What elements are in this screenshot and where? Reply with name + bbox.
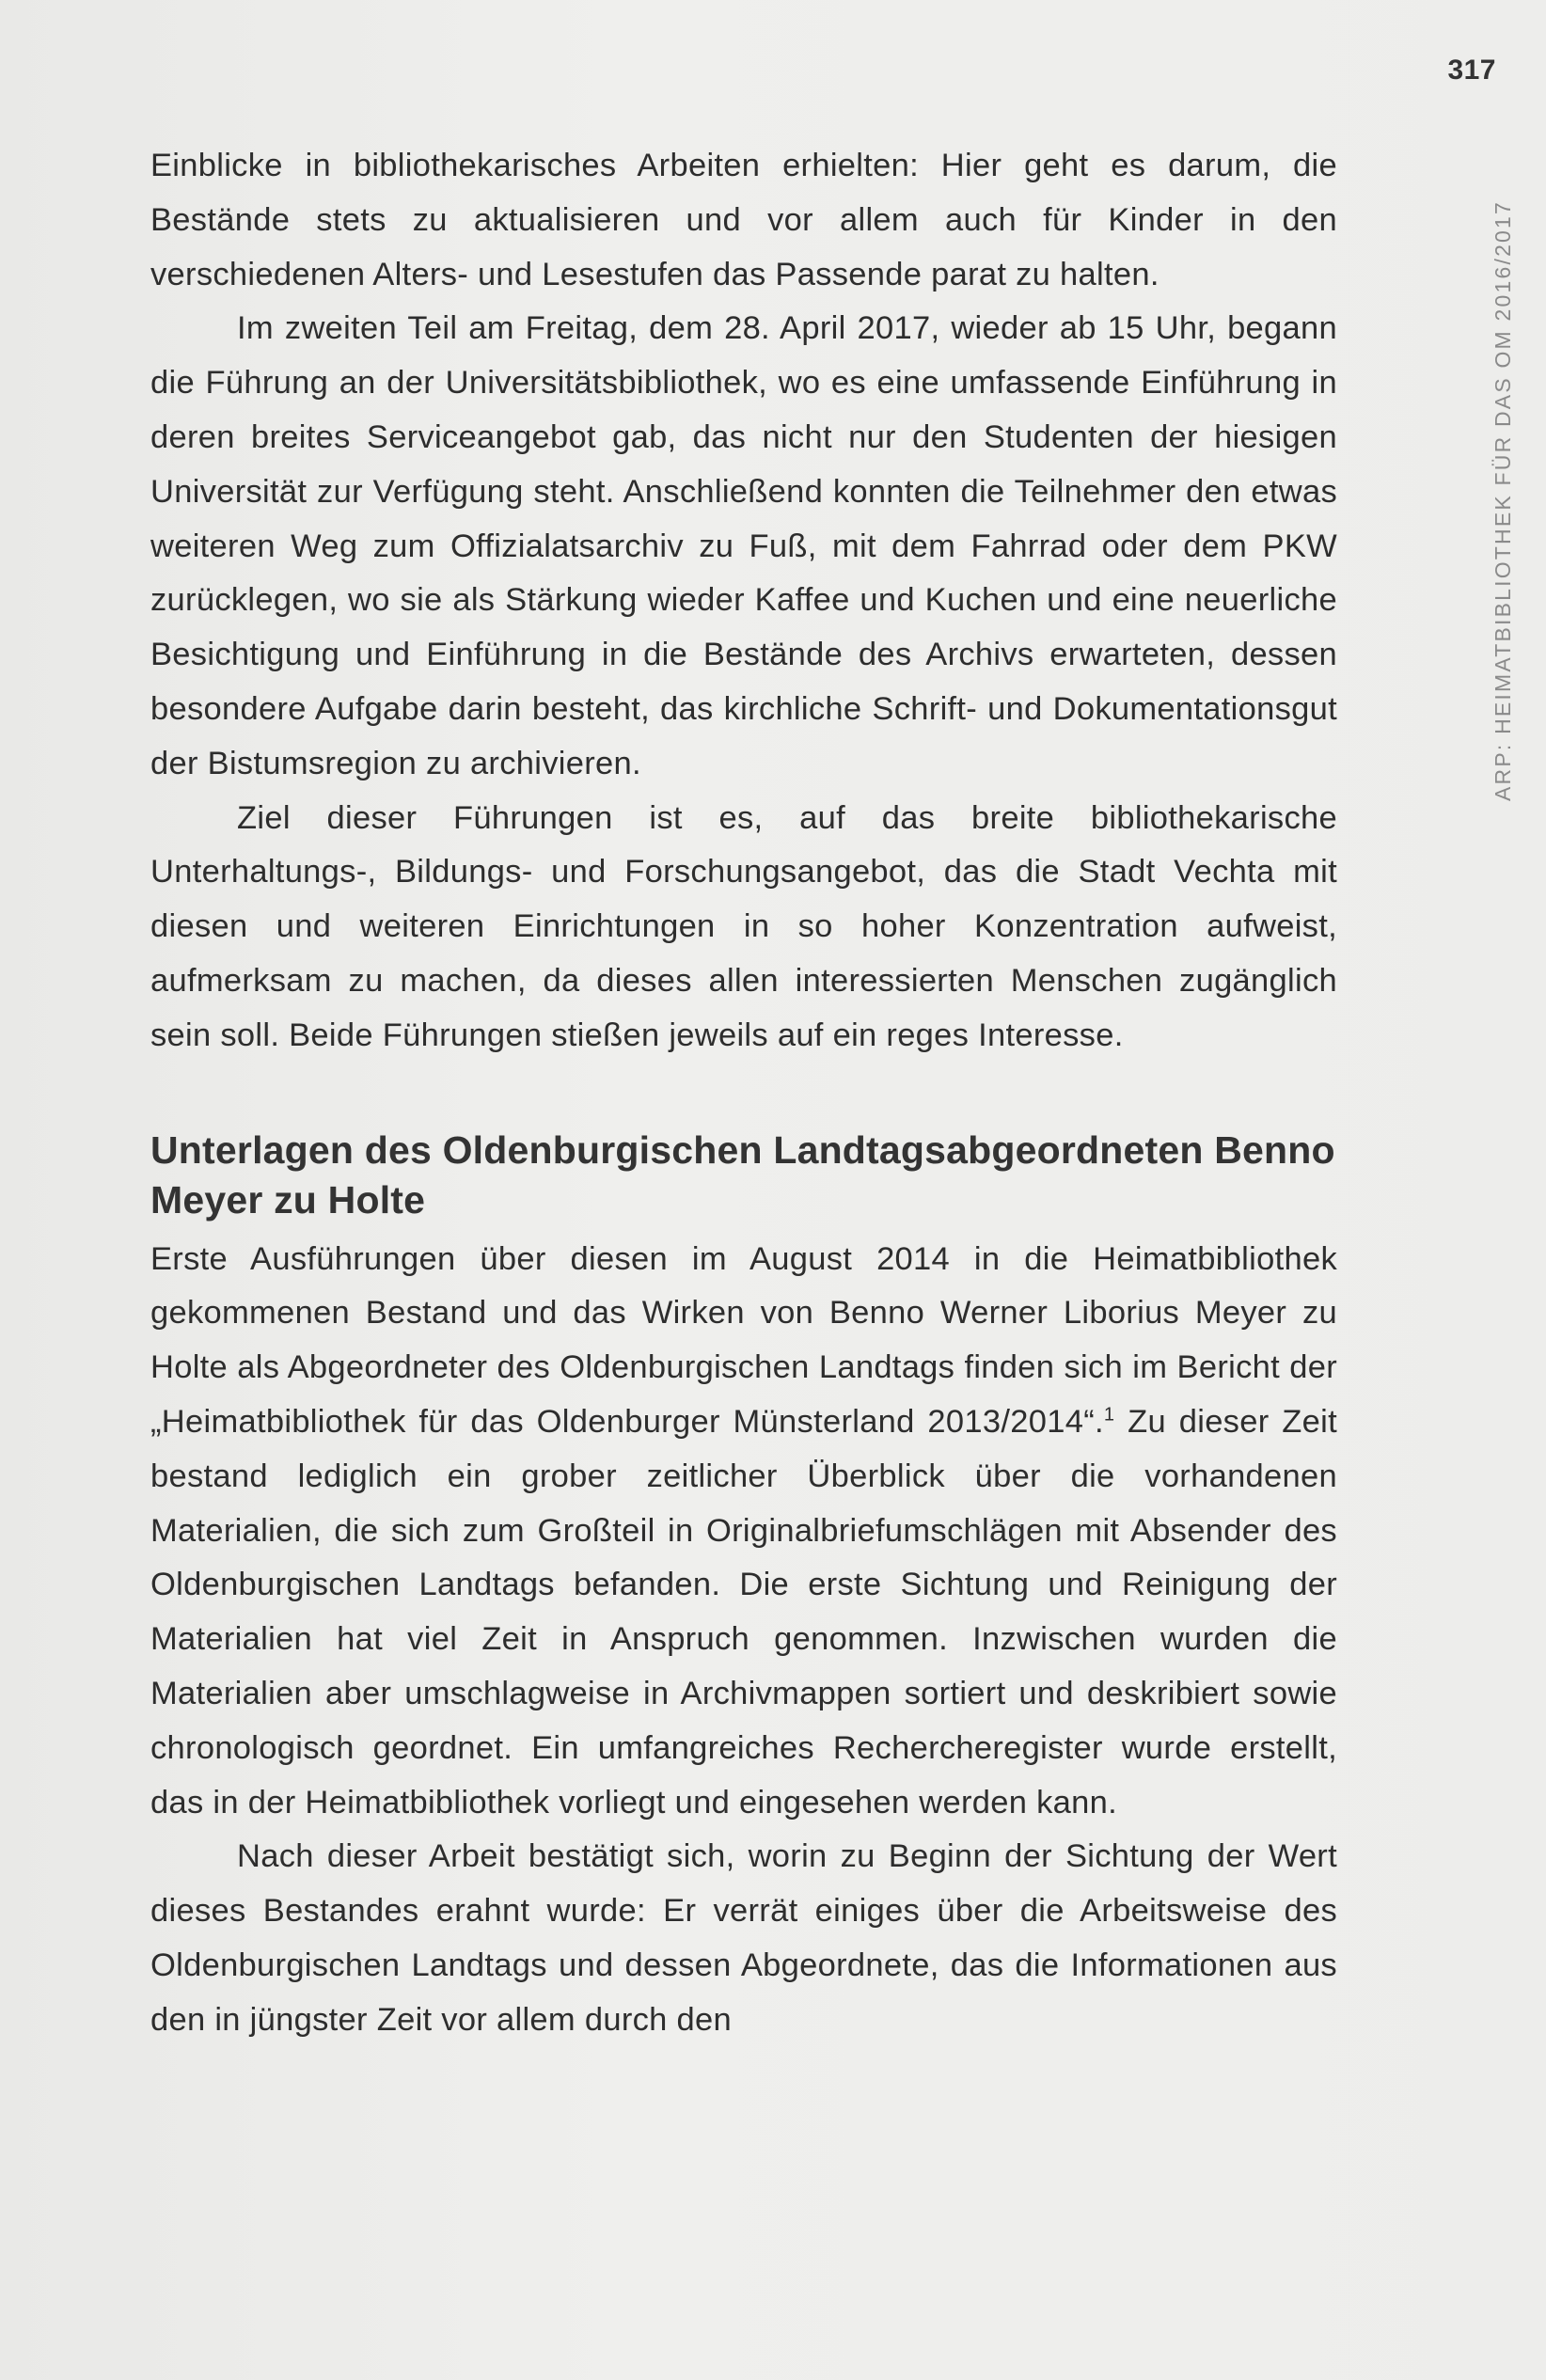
section-heading: Unterlagen des Oldenburgischen Landtagsabgeordneten Benno Meyer zu Holte bbox=[150, 1127, 1335, 1222]
body-text bbox=[150, 139, 1337, 2048]
section-paragraph-2: Nach dieser Arbeit bestätigt sich, worin zu Beginn der Sichtung der Wert dieses Bestandes erahnt wurde: Er verrät einiges über die Arbeitsweise des Oldenburgischen Landtags und dessen Abgeordnete, das die Informationen aus den in jüngster Zeit vor allem durch den bbox=[150, 1838, 1337, 2038]
paragraph-1: Einblicke in bibliothekarisches Arbeiten erhielten: Hier geht es darum, die Bestände stets zu aktualisieren und vor allem auch für Kinder in den verschiedenen Alters- und Lesestufen das Passende parat zu halten. bbox=[150, 148, 1337, 292]
paragraph-2: Im zweiten Teil am Freitag, dem 28. April 2017, wieder ab 15 Uhr, begann die Führung an der Universitätsbibliothek, wo es eine umfassende Einführung in deren breites Serviceangebot gab, das nicht nur den Studenten der hiesigen Universität zur Verfügung steht. Anschließend konnten die Teilnehmer den etwas weiteren Weg zum Offizialatsarchiv zu Fuß, mit dem Fahrrad oder dem PKW zurücklegen, wo sie als Stärkung wieder Kaffee und Kuchen und eine neuerliche Besichtigung und Einführung in die Bestände des Archivs erwarteten, dessen besondere Aufgabe darin besteht, das kirchliche Schrift- und Dokumentationsgut der Bistumsregion zu archivieren. bbox=[150, 310, 1337, 781]
section-paragraph-1 bbox=[150, 1233, 1337, 1831]
footnote-reference: 1 bbox=[1103, 1404, 1115, 1426]
paragraph-3: Ziel dieser Führungen ist es, auf das breite bibliothekarische Unterhaltungs-, Bildungs- und Forschungsangebot, das die Stadt Vechta mit diesen und weiteren Einrichtungen in so hoher Konzentration aufweist, aufmerksam zu machen, da dieses allen interessierten Menschen zugänglich sein soll. Beide Führungen stießen jeweils auf ein reges Interesse. bbox=[150, 799, 1337, 1053]
section-paragraph-1-part-b: Zu dieser Zeit bestand lediglich ein grober zeitlicher Überblick über die vorhandenen Materialien, die sich zum Großteil in Originalbriefumschlägen mit Absender des Oldenburgischen Landtags befanden. Die erste Sichtung und Reinigung der Materialien hat viel Zeit in Anspruch genommen. Inzwischen wurden die Materialien aber umschlagweise in Archivmappen sortiert und deskribiert sowie chronologisch geordnet. Ein umfangreiches Rechercheregister wurde erstellt, das in der Heimatbibliothek vorliegt und eingesehen werden kann. bbox=[150, 1403, 1337, 1820]
page-number: 317 bbox=[1447, 55, 1496, 86]
section-paragraph-1-part-a: Erste Ausführungen über diesen im August 2014 in die Heimatbibliothek gekommenen Bestand und das Wirken von Benno Werner Liborius Meyer zu Holte als Abgeordneter des Oldenburgischen Landtags finden sich im Bericht der „Heimatbibliothek für das Oldenburger Münsterland 2013/2014“. bbox=[150, 1240, 1337, 1440]
running-head: ARP: HEIMATBIBLIOTHEK FÜR DAS OM 2016/2017 bbox=[1491, 199, 1515, 801]
